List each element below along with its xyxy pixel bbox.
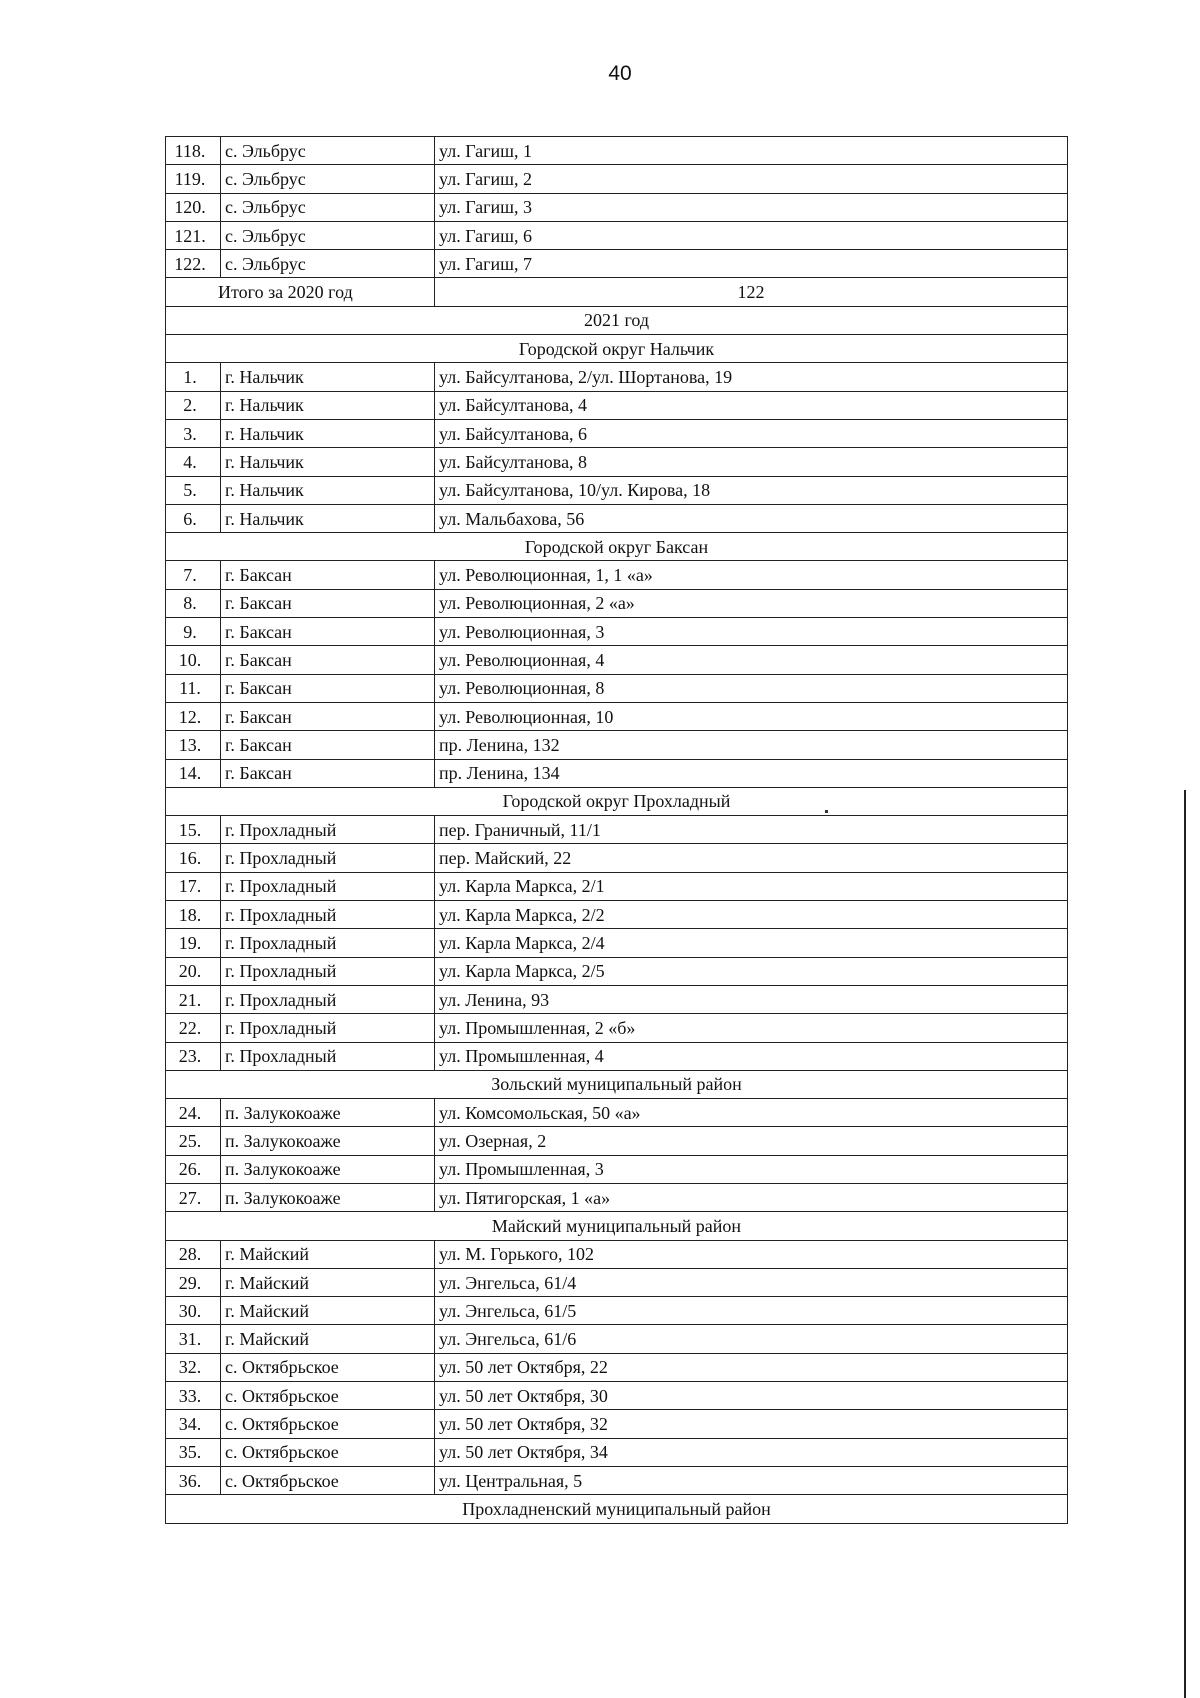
settlement-cell: г. Нальчик <box>221 363 435 391</box>
table-row <box>166 985 1068 1013</box>
table-row <box>166 137 1068 165</box>
row-number: 4. <box>166 448 221 476</box>
table-row <box>166 1014 1068 1042</box>
settlement-cell: с. Эльбрус <box>221 221 435 249</box>
settlement-cell: г. Прохладный <box>221 985 435 1013</box>
address-cell: пр. Ленина, 134 <box>435 759 1068 787</box>
settlement-cell: г. Прохладный <box>221 1042 435 1070</box>
table-row <box>166 221 1068 249</box>
table-row <box>166 1466 1068 1494</box>
section-header-row <box>166 335 1068 363</box>
section-header: Городской округ Баксан <box>166 533 1068 561</box>
settlement-cell: п. Залукокоаже <box>221 1127 435 1155</box>
row-number: 11. <box>166 674 221 702</box>
section-header: Городской округ Прохладный <box>166 787 1068 815</box>
year-header: 2021 год <box>166 306 1068 334</box>
table-row <box>166 363 1068 391</box>
settlement-cell: г. Нальчик <box>221 448 435 476</box>
address-cell: ул. Революционная, 8 <box>435 674 1068 702</box>
address-cell: ул. 50 лет Октября, 34 <box>435 1438 1068 1466</box>
address-cell: ул. Энгельса, 61/5 <box>435 1297 1068 1325</box>
address-cell: ул. Байсултанова, 6 <box>435 419 1068 447</box>
table-row <box>166 1325 1068 1353</box>
table-row <box>166 391 1068 419</box>
page-number: 40 <box>608 62 632 85</box>
table-row <box>166 731 1068 759</box>
scan-edge-line <box>1184 790 1186 1698</box>
section-header: Прохладненский муниципальный район <box>166 1495 1068 1523</box>
row-number: 35. <box>166 1438 221 1466</box>
address-cell: ул. Революционная, 3 <box>435 618 1068 646</box>
row-number: 27. <box>166 1183 221 1211</box>
table-row <box>166 618 1068 646</box>
settlement-cell: с. Эльбрус <box>221 193 435 221</box>
address-cell: ул. Байсултанова, 10/ул. Кирова, 18 <box>435 476 1068 504</box>
row-number: 13. <box>166 731 221 759</box>
settlement-cell: п. Залукокоаже <box>221 1155 435 1183</box>
settlement-cell: г. Прохладный <box>221 929 435 957</box>
table-row <box>166 1297 1068 1325</box>
table-row <box>166 589 1068 617</box>
settlement-cell: г. Нальчик <box>221 391 435 419</box>
settlement-cell: г. Баксан <box>221 646 435 674</box>
address-cell: пер. Граничный, 11/1 <box>435 816 1068 844</box>
total-value: 122 <box>435 278 1068 306</box>
section-header: Майский муниципальный район <box>166 1212 1068 1240</box>
row-number: 3. <box>166 419 221 447</box>
address-cell: ул. Энгельса, 61/4 <box>435 1268 1068 1296</box>
row-number: 15. <box>166 816 221 844</box>
section-header-row <box>166 1212 1068 1240</box>
settlement-cell: с. Октябрьское <box>221 1410 435 1438</box>
table-row <box>166 165 1068 193</box>
address-cell: ул. Революционная, 2 «а» <box>435 589 1068 617</box>
row-number: 16. <box>166 844 221 872</box>
row-number: 121. <box>166 221 221 249</box>
table-row <box>166 476 1068 504</box>
table-row <box>166 419 1068 447</box>
address-cell: ул. Пятигорская, 1 «а» <box>435 1183 1068 1211</box>
table-row <box>166 759 1068 787</box>
table-row <box>166 1353 1068 1381</box>
settlement-cell: г. Баксан <box>221 731 435 759</box>
settlement-cell: п. Залукокоаже <box>221 1099 435 1127</box>
year-header-row <box>166 306 1068 334</box>
settlement-cell: г. Баксан <box>221 589 435 617</box>
table-row <box>166 1382 1068 1410</box>
settlement-cell: г. Прохладный <box>221 816 435 844</box>
table-row <box>166 250 1068 278</box>
table-row <box>166 957 1068 985</box>
total-label: Итого за 2020 год <box>166 278 435 306</box>
address-cell: ул. Карла Маркса, 2/5 <box>435 957 1068 985</box>
row-number: 118. <box>166 137 221 165</box>
address-table-body <box>166 137 1068 1524</box>
row-number: 30. <box>166 1297 221 1325</box>
section-header-row <box>166 787 1068 815</box>
settlement-cell: с. Эльбрус <box>221 250 435 278</box>
address-cell: ул. М. Горького, 102 <box>435 1240 1068 1268</box>
address-cell: ул. 50 лет Октября, 32 <box>435 1410 1068 1438</box>
address-cell: ул. Карла Маркса, 2/1 <box>435 872 1068 900</box>
address-cell: ул. Мальбахова, 56 <box>435 504 1068 532</box>
row-number: 26. <box>166 1155 221 1183</box>
row-number: 7. <box>166 561 221 589</box>
settlement-cell: г. Баксан <box>221 618 435 646</box>
table-row <box>166 1155 1068 1183</box>
table-row <box>166 646 1068 674</box>
settlement-cell: г. Прохладный <box>221 957 435 985</box>
row-number: 5. <box>166 476 221 504</box>
settlement-cell: г. Прохладный <box>221 901 435 929</box>
table-row <box>166 1127 1068 1155</box>
row-number: 19. <box>166 929 221 957</box>
settlement-cell: с. Октябрьское <box>221 1353 435 1381</box>
settlement-cell: г. Майский <box>221 1297 435 1325</box>
address-cell: ул. 50 лет Октября, 22 <box>435 1353 1068 1381</box>
row-number: 29. <box>166 1268 221 1296</box>
address-cell: пр. Ленина, 132 <box>435 731 1068 759</box>
address-cell: ул. Гагиш, 2 <box>435 165 1068 193</box>
address-cell: ул. Центральная, 5 <box>435 1466 1068 1494</box>
row-number: 24. <box>166 1099 221 1127</box>
table-row <box>166 1183 1068 1211</box>
address-cell: ул. Гагиш, 3 <box>435 193 1068 221</box>
settlement-cell: г. Майский <box>221 1325 435 1353</box>
settlement-cell: г. Прохладный <box>221 844 435 872</box>
address-cell: ул. Промышленная, 4 <box>435 1042 1068 1070</box>
section-header-row <box>166 1070 1068 1098</box>
settlement-cell: г. Нальчик <box>221 419 435 447</box>
section-header-row <box>166 533 1068 561</box>
address-cell: ул. Карла Маркса, 2/4 <box>435 929 1068 957</box>
section-header: Городской округ Нальчик <box>166 335 1068 363</box>
row-number: 1. <box>166 363 221 391</box>
row-number: 12. <box>166 702 221 730</box>
address-cell: ул. Озерная, 2 <box>435 1127 1068 1155</box>
address-cell: ул. Революционная, 10 <box>435 702 1068 730</box>
address-cell: ул. Гагиш, 6 <box>435 221 1068 249</box>
address-cell: ул. Революционная, 1, 1 «а» <box>435 561 1068 589</box>
settlement-cell: с. Октябрьское <box>221 1466 435 1494</box>
address-cell: ул. Энгельса, 61/6 <box>435 1325 1068 1353</box>
table-row <box>166 844 1068 872</box>
row-number: 18. <box>166 901 221 929</box>
settlement-cell: с. Эльбрус <box>221 165 435 193</box>
settlement-cell: г. Баксан <box>221 702 435 730</box>
settlement-cell: г. Нальчик <box>221 504 435 532</box>
settlement-cell: г. Баксан <box>221 674 435 702</box>
table-row <box>166 1099 1068 1127</box>
row-number: 28. <box>166 1240 221 1268</box>
address-cell: ул. Комсомольская, 50 «а» <box>435 1099 1068 1127</box>
settlement-cell: г. Прохладный <box>221 872 435 900</box>
address-cell: пер. Майский, 22 <box>435 844 1068 872</box>
row-number: 23. <box>166 1042 221 1070</box>
settlement-cell: с. Октябрьское <box>221 1382 435 1410</box>
row-number: 122. <box>166 250 221 278</box>
row-number: 17. <box>166 872 221 900</box>
row-number: 119. <box>166 165 221 193</box>
settlement-cell: г. Майский <box>221 1268 435 1296</box>
table-row <box>166 901 1068 929</box>
table-row <box>166 929 1068 957</box>
table-row <box>166 193 1068 221</box>
settlement-cell: г. Прохладный <box>221 1014 435 1042</box>
address-cell: ул. Гагиш, 1 <box>435 137 1068 165</box>
settlement-cell: с. Октябрьское <box>221 1438 435 1466</box>
settlement-cell: г. Майский <box>221 1240 435 1268</box>
table-row <box>166 1438 1068 1466</box>
table-row <box>166 448 1068 476</box>
row-number: 25. <box>166 1127 221 1155</box>
row-number: 2. <box>166 391 221 419</box>
settlement-cell: г. Нальчик <box>221 476 435 504</box>
row-number: 22. <box>166 1014 221 1042</box>
address-table <box>165 136 1068 1524</box>
table-row <box>166 504 1068 532</box>
section-header: Зольский муниципальный район <box>166 1070 1068 1098</box>
table-row <box>166 1410 1068 1438</box>
row-number: 120. <box>166 193 221 221</box>
settlement-cell: п. Залукокоаже <box>221 1183 435 1211</box>
table-row <box>166 674 1068 702</box>
row-number: 10. <box>166 646 221 674</box>
address-cell: ул. Ленина, 93 <box>435 985 1068 1013</box>
row-number: 9. <box>166 618 221 646</box>
row-number: 21. <box>166 985 221 1013</box>
table-row <box>166 702 1068 730</box>
row-number: 32. <box>166 1353 221 1381</box>
table-row <box>166 1268 1068 1296</box>
address-cell: ул. Байсултанова, 2/ул. Шортанова, 19 <box>435 363 1068 391</box>
table-row <box>166 1042 1068 1070</box>
address-cell: ул. Революционная, 4 <box>435 646 1068 674</box>
settlement-cell: г. Баксан <box>221 561 435 589</box>
address-cell: ул. Промышленная, 2 «б» <box>435 1014 1068 1042</box>
row-number: 8. <box>166 589 221 617</box>
table-row <box>166 561 1068 589</box>
row-number: 36. <box>166 1466 221 1494</box>
settlement-cell: г. Баксан <box>221 759 435 787</box>
address-cell: ул. Байсултанова, 4 <box>435 391 1068 419</box>
section-header-row <box>166 1495 1068 1523</box>
table-row <box>166 816 1068 844</box>
row-number: 14. <box>166 759 221 787</box>
table-row <box>166 872 1068 900</box>
row-number: 6. <box>166 504 221 532</box>
row-number: 20. <box>166 957 221 985</box>
settlement-cell: с. Эльбрус <box>221 137 435 165</box>
row-number: 33. <box>166 1382 221 1410</box>
address-cell: ул. Промышленная, 3 <box>435 1155 1068 1183</box>
address-cell: ул. Гагиш, 7 <box>435 250 1068 278</box>
row-number: 34. <box>166 1410 221 1438</box>
address-cell: ул. Карла Маркса, 2/2 <box>435 901 1068 929</box>
row-number: 31. <box>166 1325 221 1353</box>
address-cell: ул. 50 лет Октября, 30 <box>435 1382 1068 1410</box>
address-cell: ул. Байсултанова, 8 <box>435 448 1068 476</box>
table-row <box>166 1240 1068 1268</box>
total-row <box>166 278 1068 306</box>
